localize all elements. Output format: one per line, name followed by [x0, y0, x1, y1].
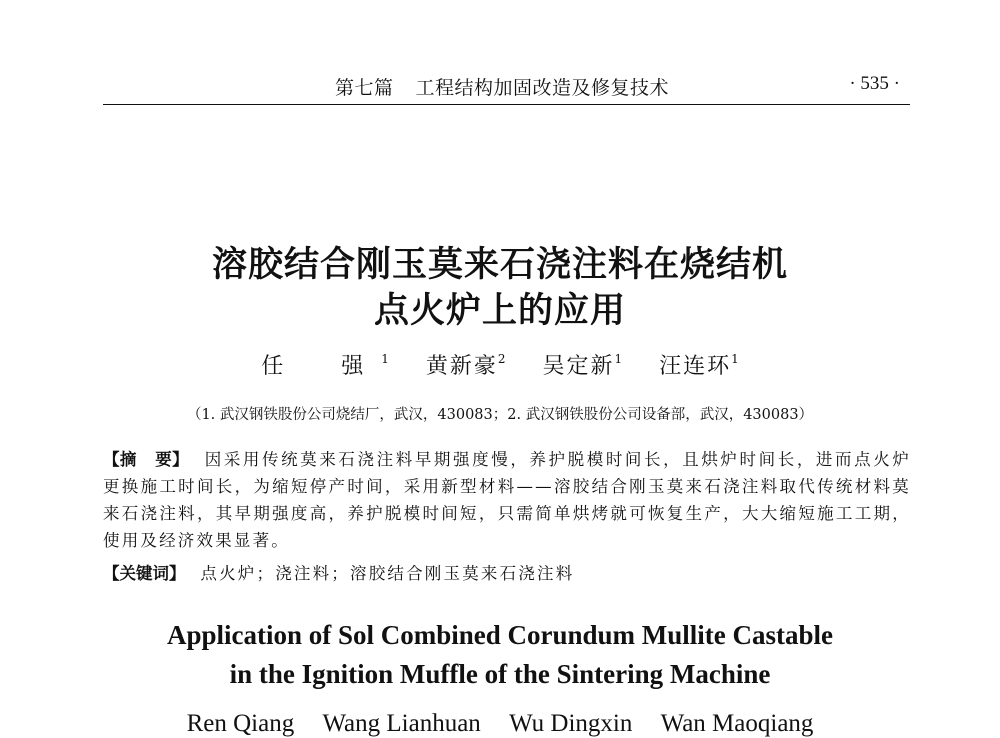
chinese-title-line-2: 点火炉上的应用: [373, 290, 626, 331]
author-1: 任 强$^1$: [261, 352, 389, 379]
keywords-label: 【关键词】: [103, 564, 186, 583]
abstract-label: 【摘 要】: [103, 450, 190, 469]
en-author-4: Wan Maoqiang: [660, 710, 814, 737]
affiliations: （1. 武汉钢铁股份公司烧结厂，武汉，430083；2. 武汉钢铁股份公司设备部，武汉，430083）: [186, 407, 814, 423]
en-author-1: Ren Qiang: [186, 710, 295, 737]
running-header: [103, 70, 910, 105]
keywords-text: 点火炉；浇注料；溶胶结合刚玉莫来石浇注料: [200, 564, 575, 583]
page-number: · 535 ·: [849, 73, 900, 94]
english-title-line-2: in the Ignition Muffle of the Sintering Machine: [229, 659, 771, 689]
author-2: 黄新豪$^2$: [425, 352, 506, 379]
author-4: 汪连环$^1$: [659, 352, 739, 379]
section-label: 第七篇: [335, 77, 394, 99]
chinese-title-line-1: 溶胶结合刚玉莫来石浇注料在烧结机: [211, 244, 788, 285]
abstract: [103, 446, 911, 554]
en-author-3: Wu Dingxin: [509, 710, 633, 737]
keywords: [103, 560, 911, 584]
english-title-line-1: Application of Sol Combined Corundum Mullite Castable: [166, 620, 834, 650]
author-3: 吴定新$^1$: [542, 352, 623, 379]
running-title: [335, 73, 669, 100]
english-authors: [0, 710, 1000, 738]
en-author-2: Wang Lianhuan: [322, 710, 481, 737]
chinese-authors: [0, 349, 1000, 380]
abstract-text: 因采用传统莫来石浇注料早期强度慢，养护脱模时间长，且烘炉时间长，进而点火炉更换施工时间长，为缩短停产时间，采用新型材料——溶胶结合刚玉莫来石浇注料取代传统材料莫来石浇注料，其早期强度高，养护脱模时间短，只需简单烘烤就可恢复生产，大大缩短施工工期，使用及经济效果显著。: [103, 450, 912, 550]
section-topic: 工程结构加固改造及修复技术: [415, 77, 670, 99]
